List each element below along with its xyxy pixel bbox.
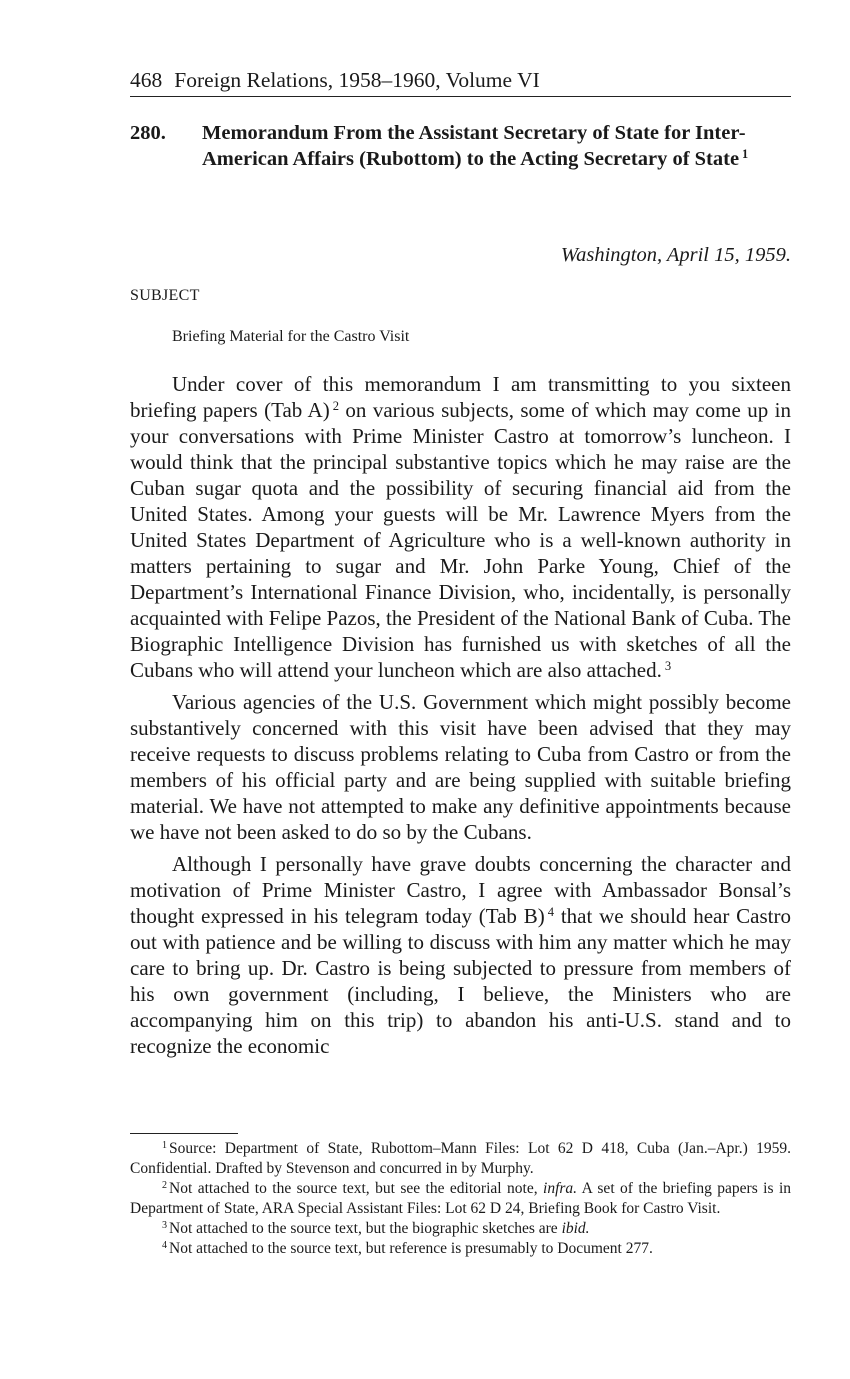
footnote-mark: 4 <box>162 1239 168 1251</box>
paragraph-3-text-a: Although I personally have grave doubts concerning the character and motivation of Prime Minister Castro, I agree with Ambassador Bonsal’s thought expressed in his telegram today (Tab B) <box>130 852 791 928</box>
footnote-2 <box>130 1179 791 1219</box>
footnote-text: Not attached to the source text, but reference is presumably to Document 277. <box>169 1240 653 1257</box>
footnote-emphasis: ibid. <box>561 1220 590 1237</box>
footnote-ref-1[interactable]: 1 <box>742 147 749 162</box>
footnote-ref-3[interactable]: 3 <box>664 659 672 674</box>
footnote-ref-2[interactable]: 2 <box>332 399 339 414</box>
footnote-text: Not attached to the source text, but the biographic sketches are <box>169 1220 562 1237</box>
memo-body <box>130 371 791 1065</box>
paragraph-3-text-b: that we should hear Castro out with patience and be willing to discuss with him any matter which he may care to bring up. Dr. Castro is being subjected to pressure from members of his own government (including, I believe, the Ministers who are accompanying him on this trip) to abandon his anti-U.S. stand and to recognize the economic <box>130 904 791 1058</box>
footnote-emphasis: infra. <box>543 1180 578 1197</box>
document-title <box>202 120 802 172</box>
footnote-4 <box>130 1239 791 1259</box>
document-title-text: Memorandum From the Assistant Secretary of State for Inter-American Affairs (Rubottom) to the Acting Secretary of State <box>202 122 746 170</box>
body-paragraph-1 <box>130 371 791 683</box>
footnote-1 <box>130 1139 791 1179</box>
footnotes <box>130 1139 791 1259</box>
footnote-ref-4[interactable]: 4 <box>547 905 555 920</box>
footnote-text: Not attached to the source text, but see the editorial note, <box>169 1180 544 1197</box>
subject-label: SUBJECT <box>130 287 200 304</box>
paragraph-1-text-a: Under cover of this memorandum I am transmitting to you sixteen briefing papers (Tab A) <box>130 372 791 422</box>
running-header <box>130 66 791 97</box>
paragraph-1-text-b: on various subjects, some of which may come up in your conversations with Prime Minister Castro at tomorrow’s luncheon. I would think that the principal substantive topics which he may raise are the Cuban sugar quota and the possibility of securing financial aid from the United States. Among your guests will be Mr. Lawrence Myers from the United States Department of Agriculture who is a well-known authority in matters pertaining to sugar and Mr. John Parke Young, Chief of the Department’s International Finance Division, who, incidentally, is personally acquainted with Felipe Pazos, the President of the National Bank of Cuba. The Biographic Intelligence Division has furnished us with sketches of all the Cubans who will attend your luncheon which are also attached. <box>130 398 791 682</box>
body-paragraph-2: Various agencies of the U.S. Government which might possibly become substantively concerned with this visit have been advised that they may receive requests to discuss problems relating to Cuba from Castro or from the members of his official party and are being supplied with suitable briefing material. We have not attempted to make any definitive appointments because we have not been asked to do so by the Cubans. <box>130 690 791 844</box>
dateline: Washington, April 15, 1959. <box>560 244 791 266</box>
footnote-mark: 2 <box>162 1179 168 1191</box>
footnote-mark: 3 <box>162 1219 168 1231</box>
running-title: Foreign Relations, 1958–1960, Volume VI <box>174 68 540 92</box>
subject-text: Briefing Material for the Castro Visit <box>172 328 410 345</box>
footnote-text: A set of the briefing papers is in Department of State, ARA Special Assistant Files: Lot 62 D 24, Briefing Book for Castro Visit. <box>130 1180 791 1217</box>
footnote-mark: 1 <box>162 1139 168 1151</box>
footnote-text: Source: Department of State, Rubottom–Mann Files: Lot 62 D 418, Cuba (Jan.–Apr.) 1959. Confidential. Drafted by Stevenson and concurred in by Murphy. <box>130 1140 791 1177</box>
body-paragraph-3 <box>130 851 791 1059</box>
document-number: 280. <box>130 122 166 144</box>
footnote-divider <box>130 1133 238 1134</box>
footnote-3 <box>130 1219 791 1239</box>
page-number: 468 <box>130 68 163 92</box>
